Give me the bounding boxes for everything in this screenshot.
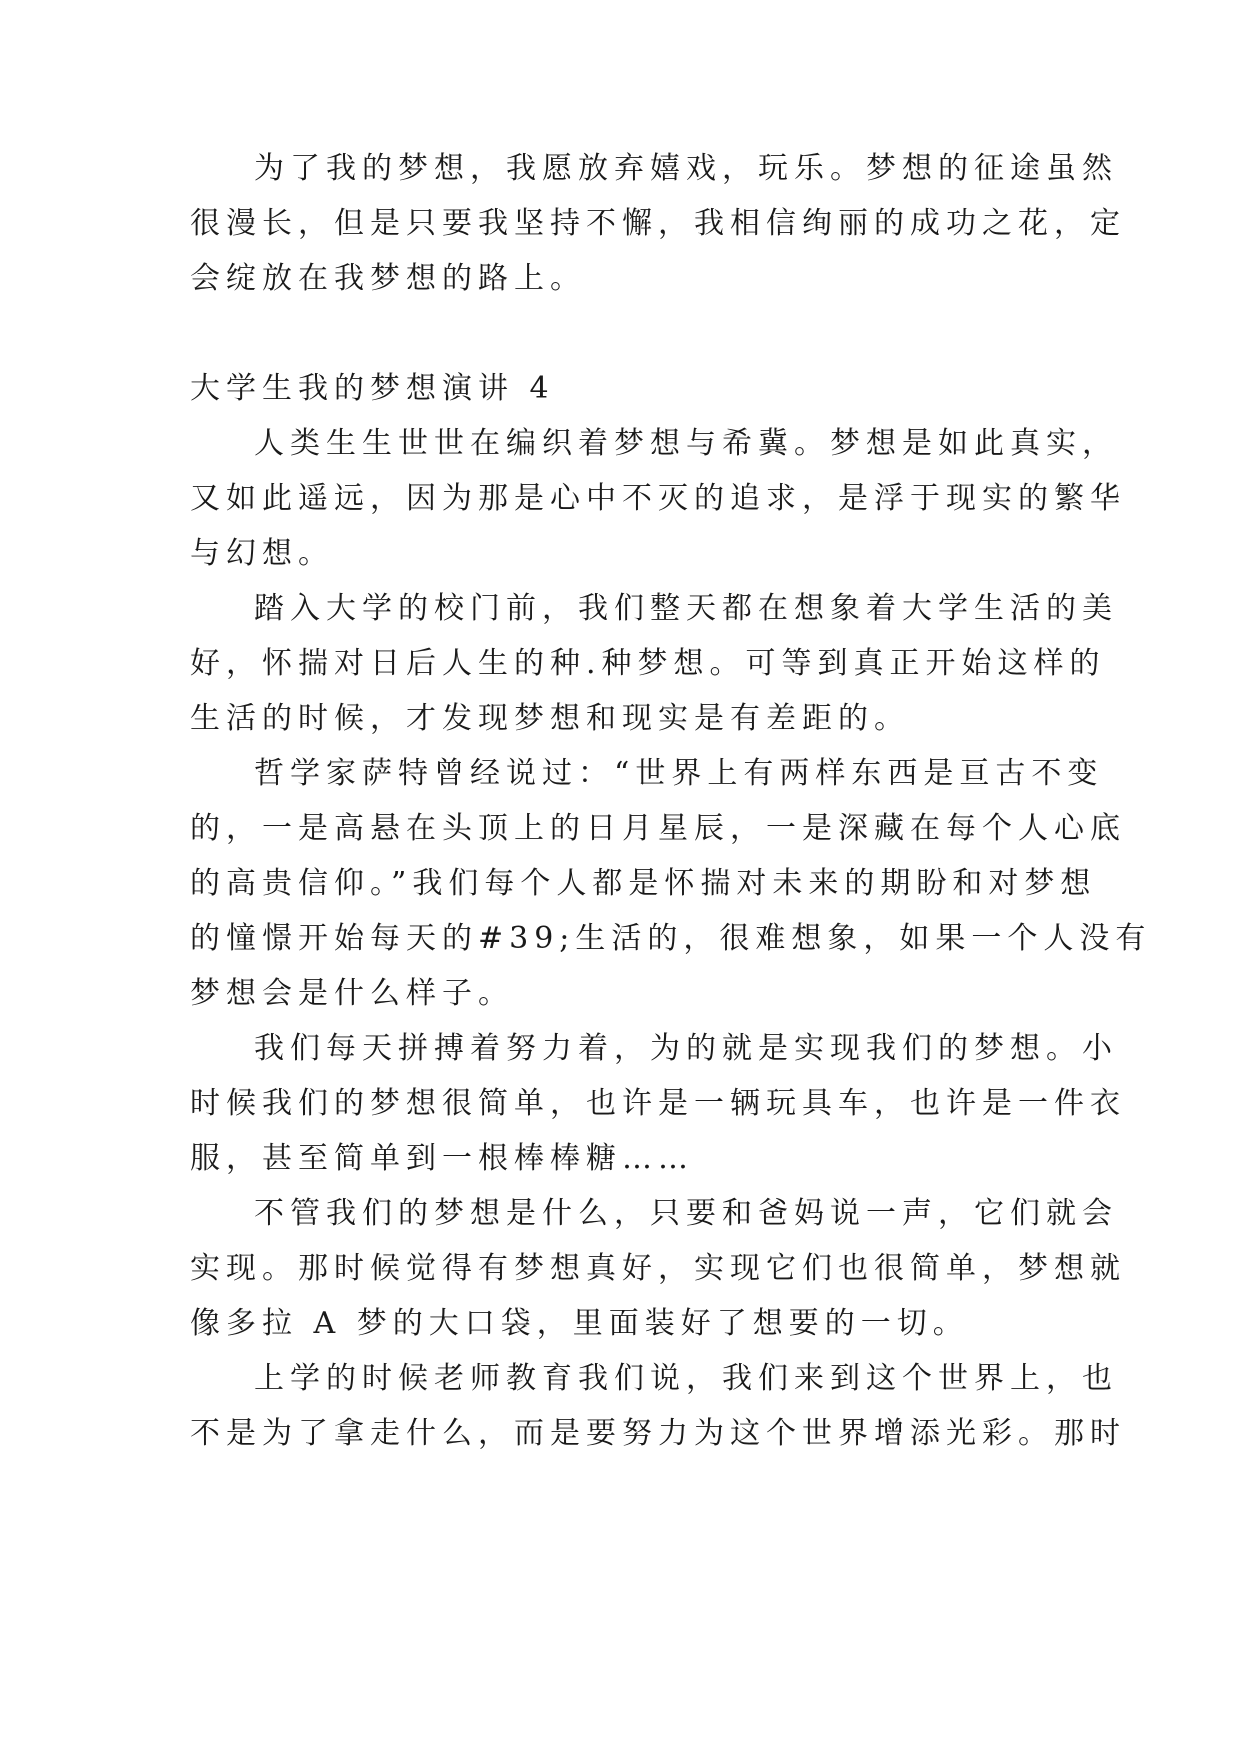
paragraph-line: 为了我的梦想，我愿放弃嬉戏，玩乐。梦想的征途虽然 xyxy=(254,151,1118,186)
paragraph-line: 我们每天拼搏着努力着，为的就是实现我们的梦想。小 xyxy=(254,1031,1118,1066)
paragraph-line: 不是为了拿走什么，而是要努力为这个世界增添光彩。那时 xyxy=(190,1416,1126,1451)
paragraph-line: 的，一是高悬在头顶上的日月星辰，一是深藏在每个人心底 xyxy=(190,811,1126,846)
paragraph-line: 很漫长，但是只要我坚持不懈，我相信绚丽的成功之花，定 xyxy=(190,206,1126,241)
paragraph-line: 人类生生世世在编织着梦想与希冀。梦想是如此真实， xyxy=(254,426,1118,461)
paragraph-line: 时候我们的梦想很简单，也许是一辆玩具车，也许是一件衣 xyxy=(190,1086,1126,1121)
paragraph-line: 踏入大学的校门前，我们整天都在想象着大学生活的美 xyxy=(254,591,1118,626)
paragraph-line: 上学的时候老师教育我们说，我们来到这个世界上，也 xyxy=(254,1361,1118,1396)
paragraph-line: 实现。那时候觉得有梦想真好，实现它们也很简单，梦想就 xyxy=(190,1251,1126,1286)
paragraph-line: 像多拉 A 梦的大口袋，里面装好了想要的一切。 xyxy=(190,1306,969,1341)
paragraph-line: 的高贵信仰。”我们每个人都是怀揣对未来的期盼和对梦想 xyxy=(190,866,1097,901)
paragraph-line: 梦想会是什么样子。 xyxy=(190,976,514,1011)
paragraph-line: 哲学家萨特曾经说过：“世界上有两样东西是亘古不变 xyxy=(254,756,1104,791)
paragraph-line: 好，怀揣对日后人生的种.种梦想。可等到真正开始这样的 xyxy=(190,646,1106,681)
section-heading: 大学生我的梦想演讲 4 xyxy=(190,371,555,406)
paragraph-line: 又如此遥远，因为那是心中不灭的追求，是浮于现实的繁华 xyxy=(190,481,1126,516)
paragraph-line: 的憧憬开始每天的#39;生活的，很难想象，如果一个人没有 xyxy=(190,921,1152,956)
paragraph-line: 不管我们的梦想是什么，只要和爸妈说一声，它们就会 xyxy=(254,1196,1118,1231)
paragraph-line: 与幻想。 xyxy=(190,536,334,571)
paragraph-line: 生活的时候，才发现梦想和现实是有差距的。 xyxy=(190,701,910,736)
paragraph-line: 服，甚至简单到一根棒棒糖…… xyxy=(190,1141,694,1176)
paragraph-line: 会绽放在我梦想的路上。 xyxy=(190,261,586,296)
